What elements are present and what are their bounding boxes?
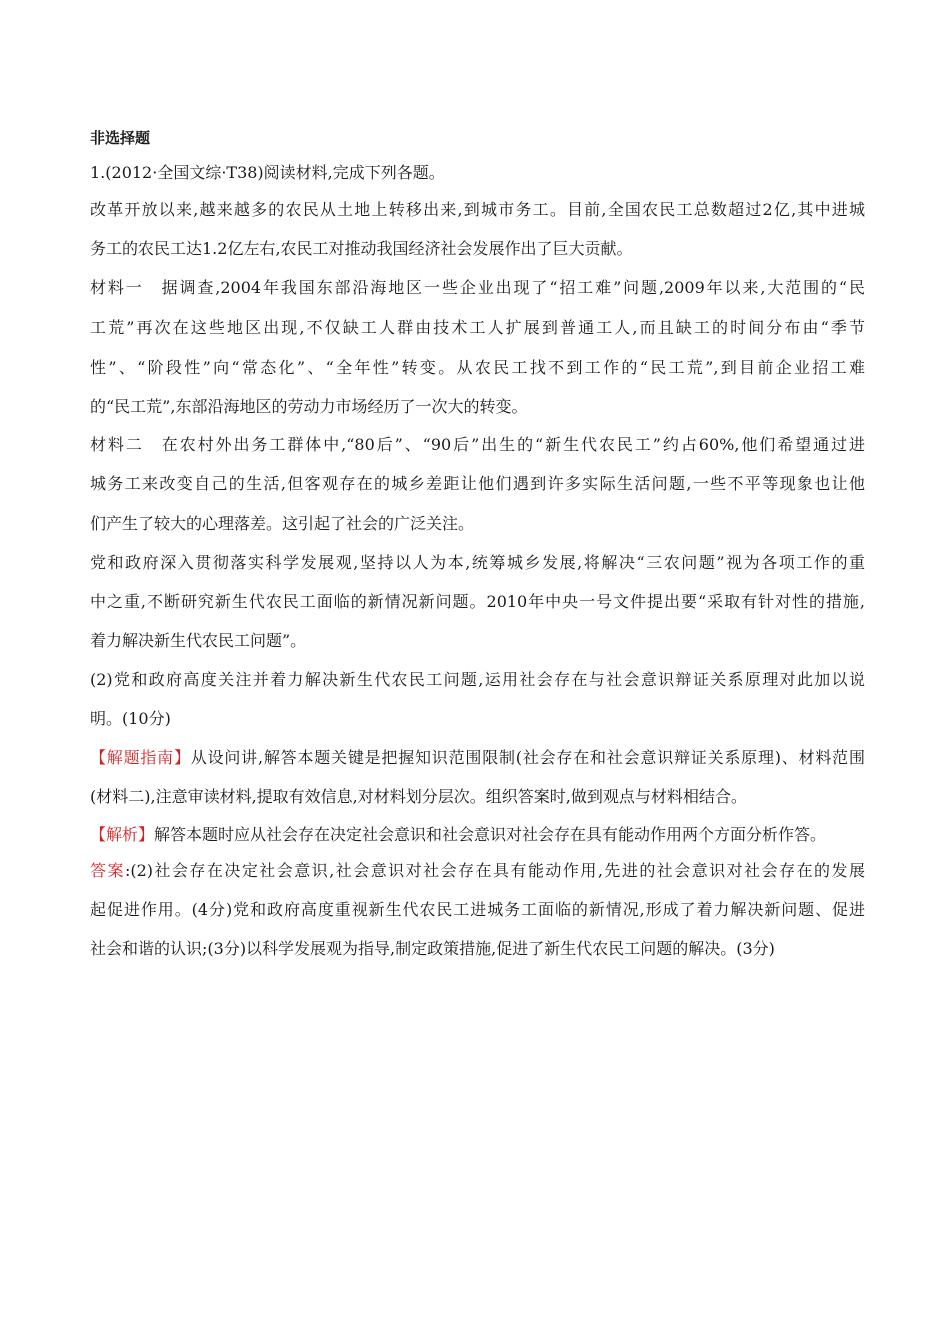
guide-text: 从设问讲,解答本题关键是把握知识范围限制(社会存在和社会意识辩证关系原理)、材料范围	[190, 748, 865, 767]
material2-line: 材料二 在农村外出务工群体中,“80后”、“90后”出生的“新生代农民工”约占60%,他们希望通过进	[90, 435, 865, 454]
guide-label: 【解题指南】	[90, 748, 191, 767]
section-title: 非选择题	[90, 129, 151, 147]
intro-line: 务工的农民工达1.2亿左右,农民工对推动我国经济社会发展作出了巨大贡献。	[90, 239, 633, 258]
policy-line: 中之重,不断研究新生代农民工面临的新情况新问题。2010年中央一号文件提出要“采取有针对性的措施,	[90, 592, 865, 611]
policy-line: 党和政府深入贯彻落实科学发展观,坚持以人为本,统筹城乡发展,将解决“三农问题”视为各项工作的重	[90, 553, 865, 572]
material1-line: 的“民工荒”,东部沿海地区的劳动力市场经历了一次大的转变。	[90, 397, 528, 416]
question-number-line: 1.(2012·全国文综·T38)阅读材料,完成下列各题。	[90, 163, 445, 182]
analysis-label: 【解析】	[90, 825, 155, 844]
answer-text: :(2)社会存在决定社会意识,社会意识对社会存在具有能动作用,先进的社会意识对社会存在的发展	[124, 861, 865, 880]
answer-line	[90, 861, 865, 881]
answer-line: 社会和谐的认识;(3分)以科学发展观为指导,制定政策措施,促进了新生代农民工问题的解决。(3分)	[90, 939, 775, 958]
guide-line: (材料二),注意审读材料,提取有效信息,对材料划分层次。组织答案时,做到观点与材料相结合。	[90, 787, 747, 806]
policy-line: 着力解决新生代农民工问题”。	[90, 631, 307, 650]
material1-line: 材料一 据调查,2004年我国东部沿海地区一些企业出现了“招工难”问题,2009年以来,大范围的“民	[90, 278, 865, 297]
material1-line: 性”、“阶段性”向“常态化”、“全年性”转变。从农民工找不到工作的“民工荒”,到目前企业招工难	[90, 358, 865, 377]
guide-line	[90, 748, 865, 768]
material2-line: 城务工来改变自己的生活,但客观存在的城乡差距让他们遇到许多实际生活问题,一些不平等现象也让他	[90, 474, 865, 493]
material1-line: 工荒”再次在这些地区出现,不仅缺工人群由技术工人扩展到普通工人,而且缺工的时间分布由“季节	[90, 318, 865, 337]
intro-line: 改革开放以来,越来越多的农民从土地上转移出来,到城市务工。目前,全国农民工总数超过2亿,其中进城	[90, 200, 865, 219]
answer-line: 起促进作用。(4分)党和政府高度重视新生代农民工进城务工面临的新情况,形成了着力解决新问题、促进	[90, 900, 865, 919]
analysis-line	[90, 825, 826, 845]
material2-line: 们产生了较大的心理落差。这引起了社会的广泛关注。	[90, 514, 475, 533]
analysis-text: 解答本题时应从社会存在决定社会意识和社会意识对社会存在具有能动作用两个方面分析作答。	[154, 825, 827, 844]
sub-question-line: (2)党和政府高度关注并着力解决新生代农民工问题,运用社会存在与社会意识辩证关系原理对此加以说	[90, 670, 865, 689]
sub-question-line: 明。(10分)	[90, 709, 171, 728]
answer-label: 答案	[90, 861, 125, 880]
